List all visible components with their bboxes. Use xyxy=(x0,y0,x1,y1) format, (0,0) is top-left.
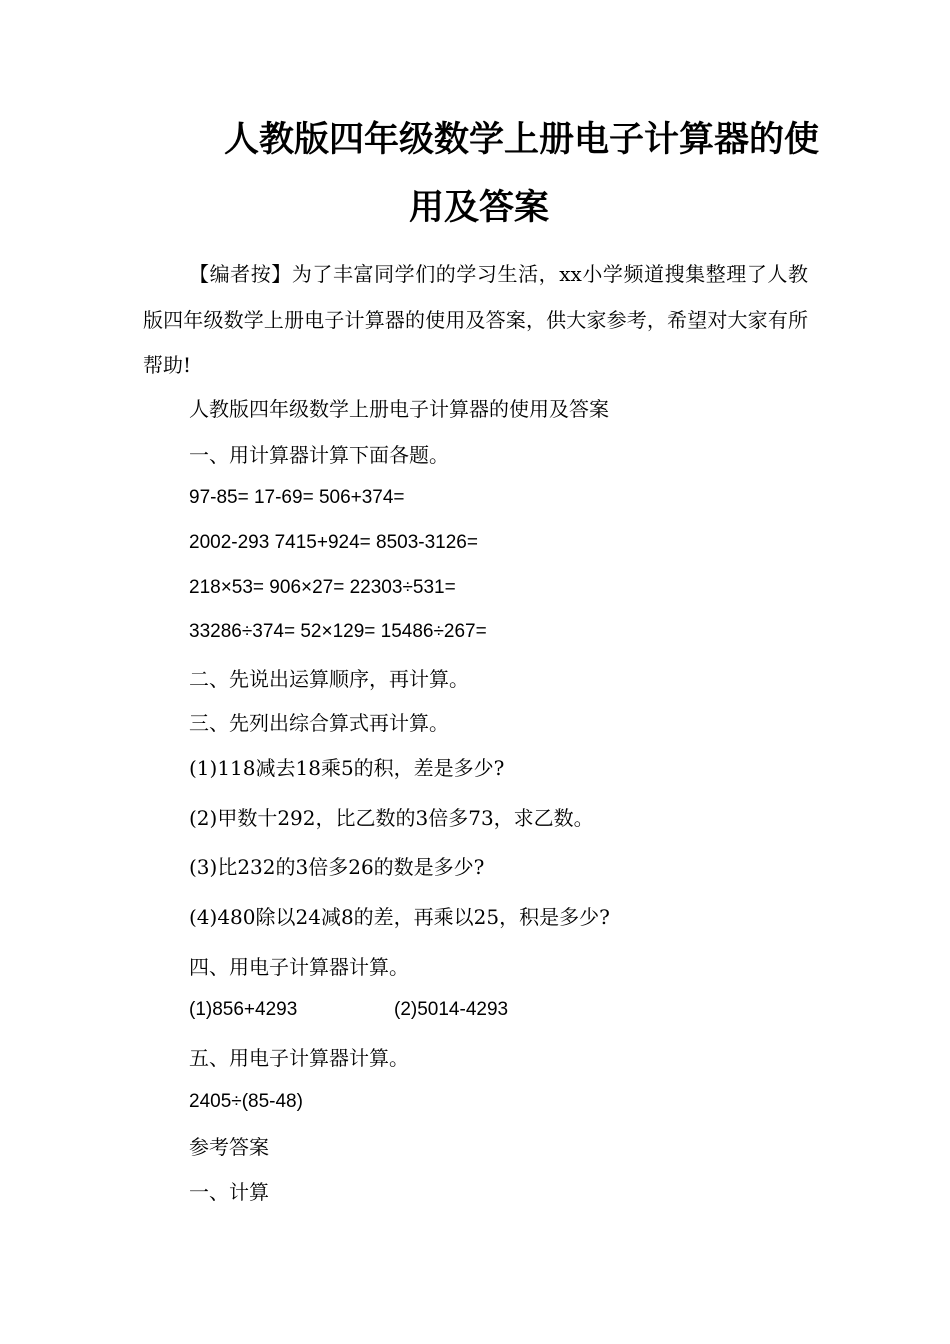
section-1-heading: 一、用计算器计算下面各题。 xyxy=(189,443,449,467)
answers-heading: 参考答案 xyxy=(189,1135,269,1159)
section-4-heading: 四、用电子计算器计算。 xyxy=(189,955,409,979)
section-4-item-1: (1)856+4293 xyxy=(189,999,298,1020)
section-1-row: 2002-293 7415+924= 8503-3126= xyxy=(189,532,478,553)
editor-note-paragraph: 【编者按】为了丰富同学们的学习生活，xx小学频道搜集整理了人教版四年级数学上册电子计算器的使用及答案，供大家参考，希望对大家有所帮助! xyxy=(143,262,808,377)
document-title-line-2: 用及答案 xyxy=(409,187,550,228)
answers-section-1-heading: 一、计算 xyxy=(189,1180,269,1204)
section-1-row: 33286÷374= 52×129= 15486÷267= xyxy=(189,621,487,642)
section-3-heading: 三、先列出综合算式再计算。 xyxy=(189,711,449,735)
section-3-item: (2)甲数十292，比乙数的3倍多73，求乙数。 xyxy=(189,806,594,830)
section-1-row: 97-85= 17-69= 506+374= xyxy=(189,487,405,508)
document-title-line-1: 人教版四年级数学上册电子计算器的使 xyxy=(224,119,820,160)
section-4-items xyxy=(189,999,509,1022)
section-1-row: 218×53= 906×27= 22303÷531= xyxy=(189,577,456,598)
section-5-expression: 2405÷(85-48) xyxy=(189,1091,303,1112)
subtitle: 人教版四年级数学上册电子计算器的使用及答案 xyxy=(189,397,609,421)
section-3-item: (3)比232的3倍多26的数是多少? xyxy=(189,855,485,879)
section-3-item: (4)480除以24减8的差，再乘以25，积是多少? xyxy=(189,905,610,929)
section-5-heading: 五、用电子计算器计算。 xyxy=(189,1046,409,1070)
section-3-item: (1)118减去18乘5的积，差是多少? xyxy=(189,756,505,780)
section-2-heading: 二、先说出运算顺序，再计算。 xyxy=(189,667,469,691)
section-4-item-2: (2)5014-4293 xyxy=(394,999,509,1020)
